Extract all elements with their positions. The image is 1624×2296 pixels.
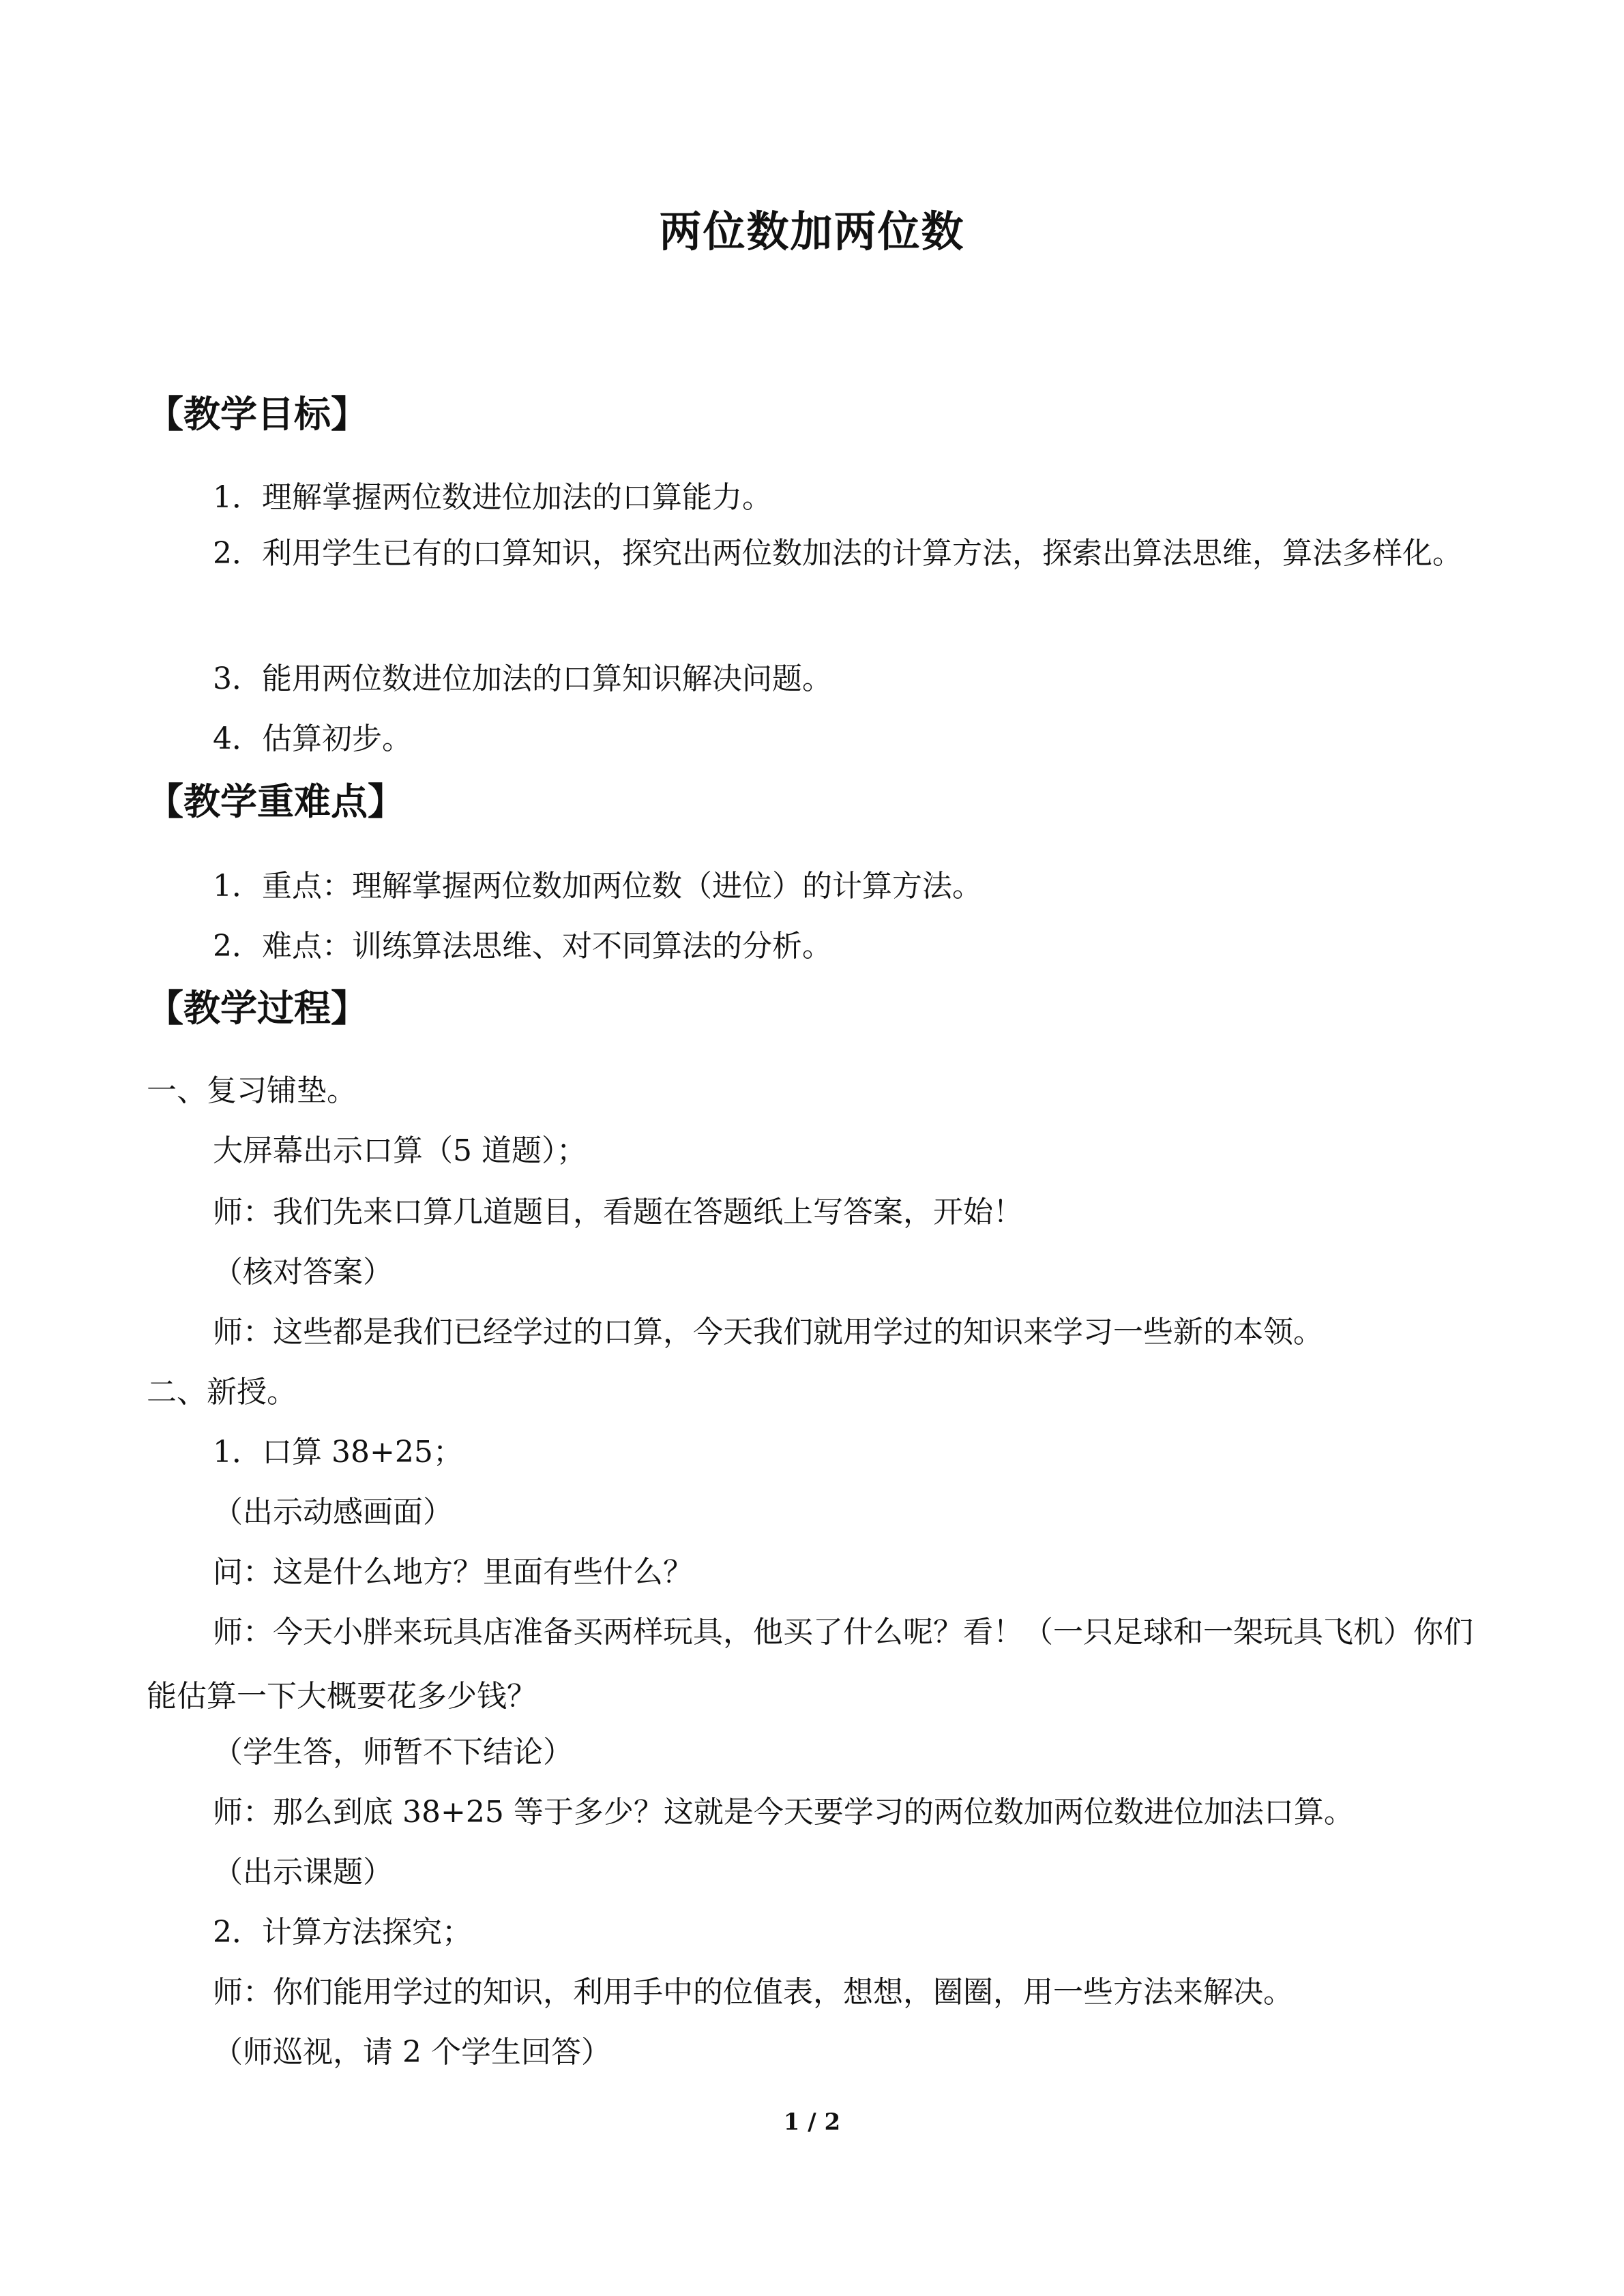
process-line: 师：这些都是我们已经学过的口算，今天我们就用学过的知识来学习一些新的本领。 <box>213 1315 1323 1350</box>
process-line: 师：那么到底 38+25 等于多少？这就是今天要学习的两位数加两位数进位加法口算。 <box>213 1795 1354 1830</box>
key-point-item: 1．重点：理解掌握两位数加两位数（进位）的计算方法。 <box>213 869 982 904</box>
process-line: 1．口算 38+25； <box>213 1435 463 1470</box>
process-line: （出示动感画面） <box>213 1495 453 1530</box>
process-line: （出示课题） <box>213 1855 393 1890</box>
process-line: 大屏幕出示口算（5 道题）； <box>213 1133 587 1168</box>
process-line: 师：今天小胖来玩具店准备买两样玩具，他买了什么呢？看！（一只足球和一架玩具飞机）你们能估算一下大概要花多少钱？ <box>147 1615 1473 1714</box>
objective-item: 1．理解掌握两位数进位加法的口算能力。 <box>213 480 772 515</box>
process-line: 一、复习铺垫。 <box>147 1073 357 1108</box>
objectives-heading: 【教学目标】 <box>147 392 368 436</box>
document-title: 两位数加两位数 <box>659 207 965 256</box>
key-points-heading: 【教学重难点】 <box>147 779 404 823</box>
page-number: 1 / 2 <box>783 2108 841 2136</box>
process-line: 2．计算方法探究； <box>213 1915 472 1950</box>
objective-item: 4．估算初步。 <box>213 721 412 756</box>
process-line: （学生答，师暂不下结论） <box>213 1735 573 1770</box>
process-line: 二、新授。 <box>147 1375 297 1410</box>
process-heading: 【教学过程】 <box>147 986 368 1030</box>
process-line: （师巡视，请 2 个学生回答） <box>213 2035 611 2070</box>
process-line: 师：我们先来口算几道题目，看题在答题纸上写答案，开始！ <box>213 1195 1023 1229</box>
objective-item: 2．利用学生已有的口算知识，探究出两位数加法的计算方法，探索出算法思维，算法多样化。 <box>213 536 1462 571</box>
process-line: 师：你们能用学过的知识，利用手中的位值表，想想，圈圈，用一些方法来解决。 <box>213 1975 1293 2010</box>
key-point-item: 2．难点：训练算法思维、对不同算法的分析。 <box>213 929 832 964</box>
process-line: 问：这是什么地方？里面有些什么？ <box>213 1555 693 1590</box>
process-line: （核对答案） <box>213 1255 393 1289</box>
objective-item: 3．能用两位数进位加法的口算知识解决问题。 <box>213 661 832 696</box>
